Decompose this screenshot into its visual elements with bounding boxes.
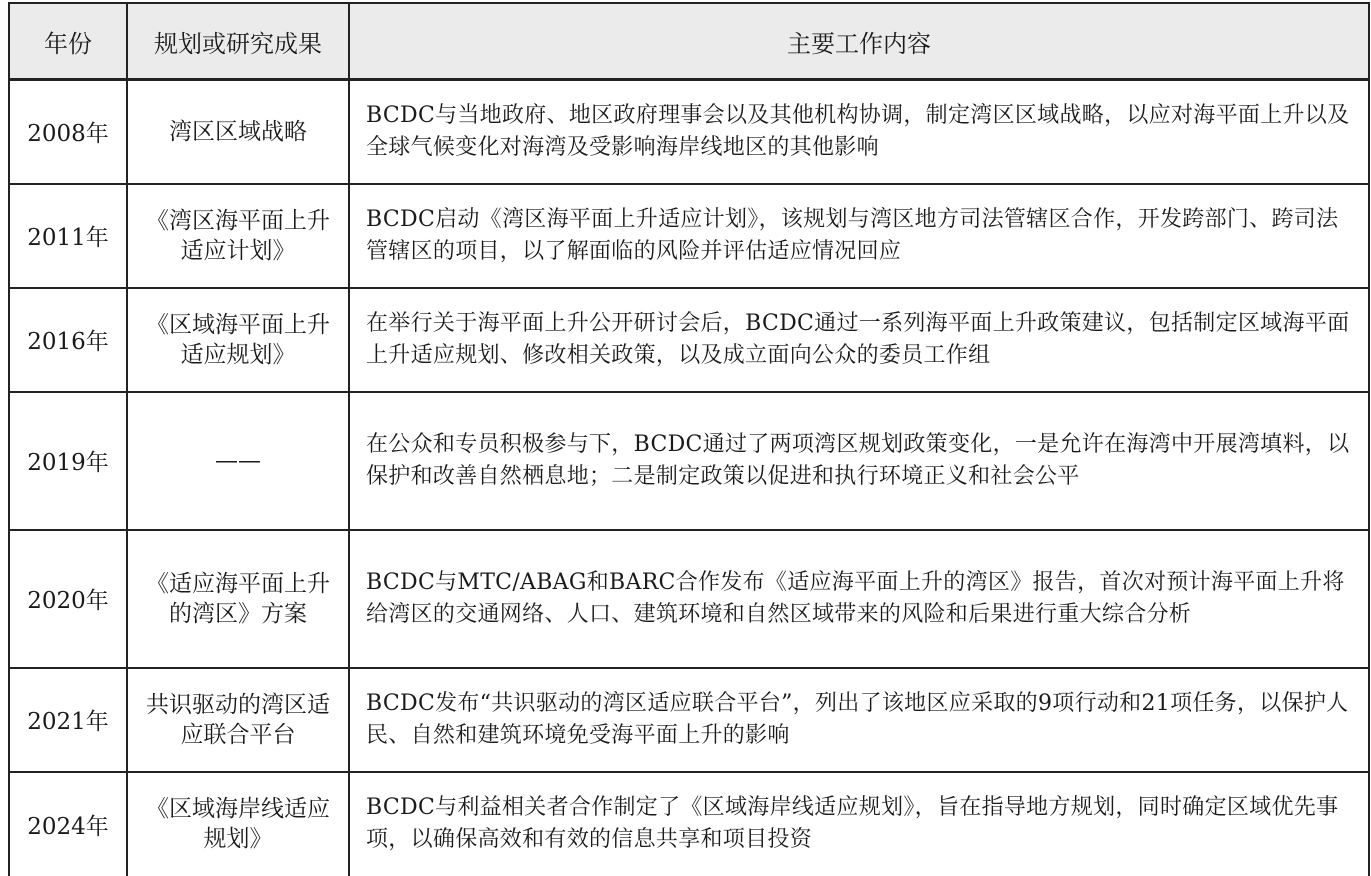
row-year: 2020年 bbox=[9, 530, 127, 668]
row-content: 在公众和专员积极参与下，BCDC通过了两项湾区规划政策变化，一是允许在海湾中开展湾填料，以保护和改善自然栖息地；二是制定政策以促进和执行环境正义和社会公平 bbox=[349, 392, 1369, 530]
header-year: 年份 bbox=[9, 3, 127, 80]
row-result: 《区域海岸线适应规划》 bbox=[127, 772, 349, 876]
row-content: BCDC与当地政府、地区政府理事会以及其他机构协调，制定湾区区域战略，以应对海平面上升以及全球气候变化对海湾及受影响海岸线地区的其他影响 bbox=[349, 80, 1369, 184]
table-row bbox=[9, 530, 1369, 668]
row-result: 共识驱动的湾区适应联合平台 bbox=[127, 668, 349, 772]
row-content: BCDC与MTC/ABAG和BARC合作发布《适应海平面上升的湾区》报告，首次对预计海平面上升将给湾区的交通网络、人口、建筑环境和自然区域带来的风险和后果进行重大综合分析 bbox=[349, 530, 1369, 668]
row-year: 2016年 bbox=[9, 288, 127, 392]
table-row bbox=[9, 772, 1369, 876]
table-row bbox=[9, 392, 1369, 530]
row-year: 2008年 bbox=[9, 80, 127, 184]
planning-table bbox=[8, 2, 1370, 876]
row-result: 《湾区海平面上升适应计划》 bbox=[127, 184, 349, 288]
row-result: 湾区区域战略 bbox=[127, 80, 349, 184]
header-result: 规划或研究成果 bbox=[127, 3, 349, 80]
row-year: 2019年 bbox=[9, 392, 127, 530]
table-row bbox=[9, 668, 1369, 772]
table-row bbox=[9, 184, 1369, 288]
row-result: 《适应海平面上升的湾区》方案 bbox=[127, 530, 349, 668]
row-year: 2011年 bbox=[9, 184, 127, 288]
row-result: 《区域海平面上升适应规划》 bbox=[127, 288, 349, 392]
row-content: 在举行关于海平面上升公开研讨会后，BCDC通过一系列海平面上升政策建议，包括制定区域海平面上升适应规划、修改相关政策，以及成立面向公众的委员工作组 bbox=[349, 288, 1369, 392]
row-year: 2021年 bbox=[9, 668, 127, 772]
row-content: BCDC启动《湾区海平面上升适应计划》，该规划与湾区地方司法管辖区合作，开发跨部门、跨司法管辖区的项目，以了解面临的风险并评估适应情况回应 bbox=[349, 184, 1369, 288]
table-header-row bbox=[9, 3, 1369, 80]
header-content: 主要工作内容 bbox=[349, 3, 1369, 80]
row-year: 2024年 bbox=[9, 772, 127, 876]
table-row bbox=[9, 80, 1369, 184]
table-row bbox=[9, 288, 1369, 392]
row-content: BCDC发布“共识驱动的湾区适应联合平台”，列出了该地区应采取的9项行动和21项任务，以保护人民、自然和建筑环境免受海平面上升的影响 bbox=[349, 668, 1369, 772]
row-result: —— bbox=[127, 392, 349, 530]
row-content: BCDC与利益相关者合作制定了《区域海岸线适应规划》，旨在指导地方规划，同时确定区域优先事项，以确保高效和有效的信息共享和项目投资 bbox=[349, 772, 1369, 876]
